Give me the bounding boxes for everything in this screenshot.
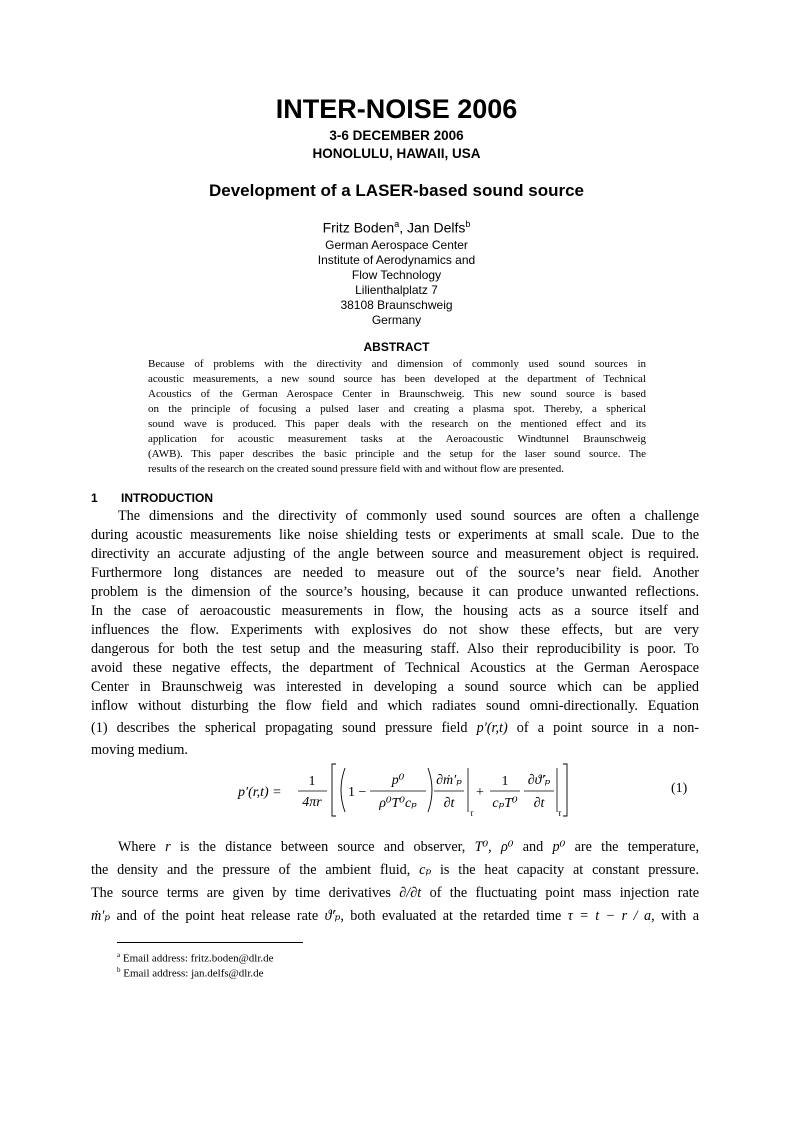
text-fragment: is the heat capacity at constant pressure.: [439, 862, 700, 878]
eq-frac2-num: p⁰: [391, 773, 405, 788]
paragraph-2: [91, 836, 699, 928]
eq-plus: +: [476, 785, 484, 800]
author-name: Jan Delfs: [407, 219, 466, 236]
eq-one-minus: 1 −: [348, 785, 367, 800]
introduction-paragraph: [91, 507, 699, 760]
paper-title: Development of a LASER-based sound source: [208, 181, 584, 200]
eq-frac3-den: ∂t: [443, 796, 455, 811]
text-fragment: The source terms are given by time derivatives: [91, 885, 391, 901]
text-line: during acoustic measurements like noise shielding tests or experiments at small scale. Due to the: [91, 527, 699, 543]
text-line: directivity an accurate adjusting of the angle between source and measurement object is required.: [91, 546, 699, 562]
affiliation-line: 38108 Braunschweig: [340, 298, 453, 312]
text-fragment: of the fluctuating point mass injection rate: [429, 885, 700, 901]
eq-frac1-num: 1: [308, 774, 316, 789]
text-fragment: , both evaluated at the retarded time: [340, 908, 562, 924]
eq-bracket-left: [332, 764, 336, 816]
eq-sub-tau-2: τ: [558, 808, 562, 818]
text-fragment: of a point source in a non-: [516, 720, 700, 736]
text-fragment: (1) describes the spherical propagating sound pressure field: [91, 720, 468, 736]
symbol-T0: T⁰,: [474, 839, 492, 855]
text-line: [91, 719, 699, 738]
text-line: In the case of aeroacoustic measurements in flow, the housing acts as a source itself and: [91, 603, 699, 619]
footnote-a: [117, 951, 274, 965]
symbol-r: r: [165, 839, 171, 855]
text-line: inflow without disturbing the flow field and which radiates sound omni-directionally. Equation: [91, 698, 699, 714]
section-heading: [91, 491, 213, 505]
text-line: dangerous for both the test setup and the measuring staff. Also their reproducibility is poor. To: [91, 641, 699, 657]
symbol-mdot: ṁ′ₚ: [91, 908, 111, 924]
text-fragment: and of the point heat release rate: [116, 908, 319, 924]
symbol-cp: cₚ: [419, 862, 432, 878]
text-line: The dimensions and the directivity of commonly used sound sources are often a challenge: [118, 508, 699, 524]
text-line: [91, 859, 699, 882]
eq-sub-tau-1: τ: [470, 808, 474, 818]
abstract-line: on the principle of focusing a pulsed laser and creating a plasma spot. Thereby, a spherical: [148, 403, 646, 415]
text-fragment: are the temperature,: [574, 839, 700, 855]
author-name: Fritz Boden: [322, 219, 395, 236]
abstract-line: application for acoustic measurement tasks at the Aeroacoustic Windtunnel Braunschweig: [148, 433, 646, 445]
section-number: 1: [91, 491, 98, 505]
conference-title: INTER-NOISE 2006: [275, 94, 518, 124]
text-line: avoid these negative effects, the department of Technical Acoustics at the German Aerospace: [91, 660, 699, 676]
affiliation-line: Flow Technology: [351, 268, 442, 282]
footnote-rule: [117, 942, 303, 943]
text-line: [91, 882, 699, 905]
abstract-line: (AWB). This paper describes the basic principle and the setup for the laser sound source. The: [148, 448, 646, 460]
footnote-text: Email address: fritz.boden@dlr.de: [122, 952, 274, 965]
affiliation: [0, 238, 793, 328]
section-title: INTRODUCTION: [121, 491, 213, 505]
eq-frac5-num: ∂ϑ̇′ₚ: [527, 773, 551, 788]
abstract-text: [148, 357, 646, 477]
conference-location: HONOLULU, HAWAII, USA: [312, 146, 481, 161]
eq-paren-right: [428, 768, 432, 812]
equation-number: (1): [671, 781, 688, 796]
eq-bracket-right: [563, 764, 567, 816]
text-line: Furthermore long distances are needed to measure out of the source’s near field. Another: [91, 565, 699, 581]
symbol-rho0: ρ⁰: [500, 839, 514, 855]
footnote-text: Email address: jan.delfs@dlr.de: [123, 967, 264, 980]
field-symbol: p′(r,t): [476, 720, 508, 736]
text-fragment: the density and the pressure of the ambient fluid,: [91, 862, 411, 878]
footnote-b: [117, 966, 264, 980]
symbol-dt: ∂/∂t: [399, 885, 422, 901]
symbol-theta-dot: ϑ̇′ₚ: [324, 908, 341, 924]
eq-lhs: p′(r,t) =: [238, 785, 282, 800]
text-line: influences the flow. Experiments with explosives do not show these effects, but are very: [91, 622, 699, 638]
eq-frac5-den: ∂t: [533, 796, 545, 811]
eq-frac4-num: 1: [501, 774, 509, 789]
eq-frac4-den: cₚT⁰: [492, 796, 518, 811]
symbol-p0: p⁰: [552, 839, 566, 855]
text-fragment: Where: [118, 839, 156, 855]
text-fragment: , with a: [651, 908, 700, 924]
text-line: [91, 836, 699, 859]
affiliation-line: German Aerospace Center: [325, 238, 468, 252]
eq-frac3-num: ∂ṁ′ₚ: [436, 773, 462, 788]
affiliation-line: Institute of Aerodynamics and: [317, 253, 476, 267]
abstract-line: Acoustics of the German Aerospace Center in Braunschweig. This new sound source is based: [148, 388, 646, 400]
affiliation-line: Lilienthalplatz 7: [355, 283, 438, 297]
text-line: [91, 905, 699, 928]
footnote-mark: b: [117, 966, 121, 974]
authors: Fritz Boden$^a$, Jan Delfs$^b$: [322, 219, 471, 236]
symbol-tau: τ = t − r / a: [567, 908, 652, 924]
eq-paren-left: [341, 768, 345, 812]
author-mark: a: [394, 219, 400, 229]
author-mark: b: [465, 219, 471, 229]
conference-dates: 3-6 DECEMBER 2006: [329, 128, 464, 143]
text-line: moving medium.: [91, 742, 188, 758]
eq-frac1-den: 4πr: [302, 795, 322, 810]
text-fragment: and: [522, 839, 544, 855]
abstract-line: sound wave is produced. This paper deals with the research on the mentioned effect and its: [148, 418, 646, 430]
text-line: Center in Braunschweig was interested in developing a sound source which can be applied: [91, 679, 699, 695]
affiliation-line: Germany: [371, 313, 422, 327]
equation-1: [230, 760, 570, 820]
footnote-mark: a: [117, 951, 121, 959]
abstract-line: Because of problems with the directivity and dimension of commonly used sound sources in: [148, 358, 646, 370]
eq-frac2-den: ρ⁰T⁰cₚ: [379, 796, 417, 811]
text-fragment: is the distance between source and observer,: [179, 839, 466, 855]
abstract-line: results of the research on the created sound pressure field with and without flow are presented.: [148, 463, 565, 475]
abstract-heading: ABSTRACT: [363, 340, 430, 354]
abstract-line: acoustic measurements, a new sound source has been developed at the department of Technical: [148, 373, 646, 385]
text-line: problem is the dimension of the source’s housing, because it can produce unwanted reflections.: [91, 584, 699, 600]
